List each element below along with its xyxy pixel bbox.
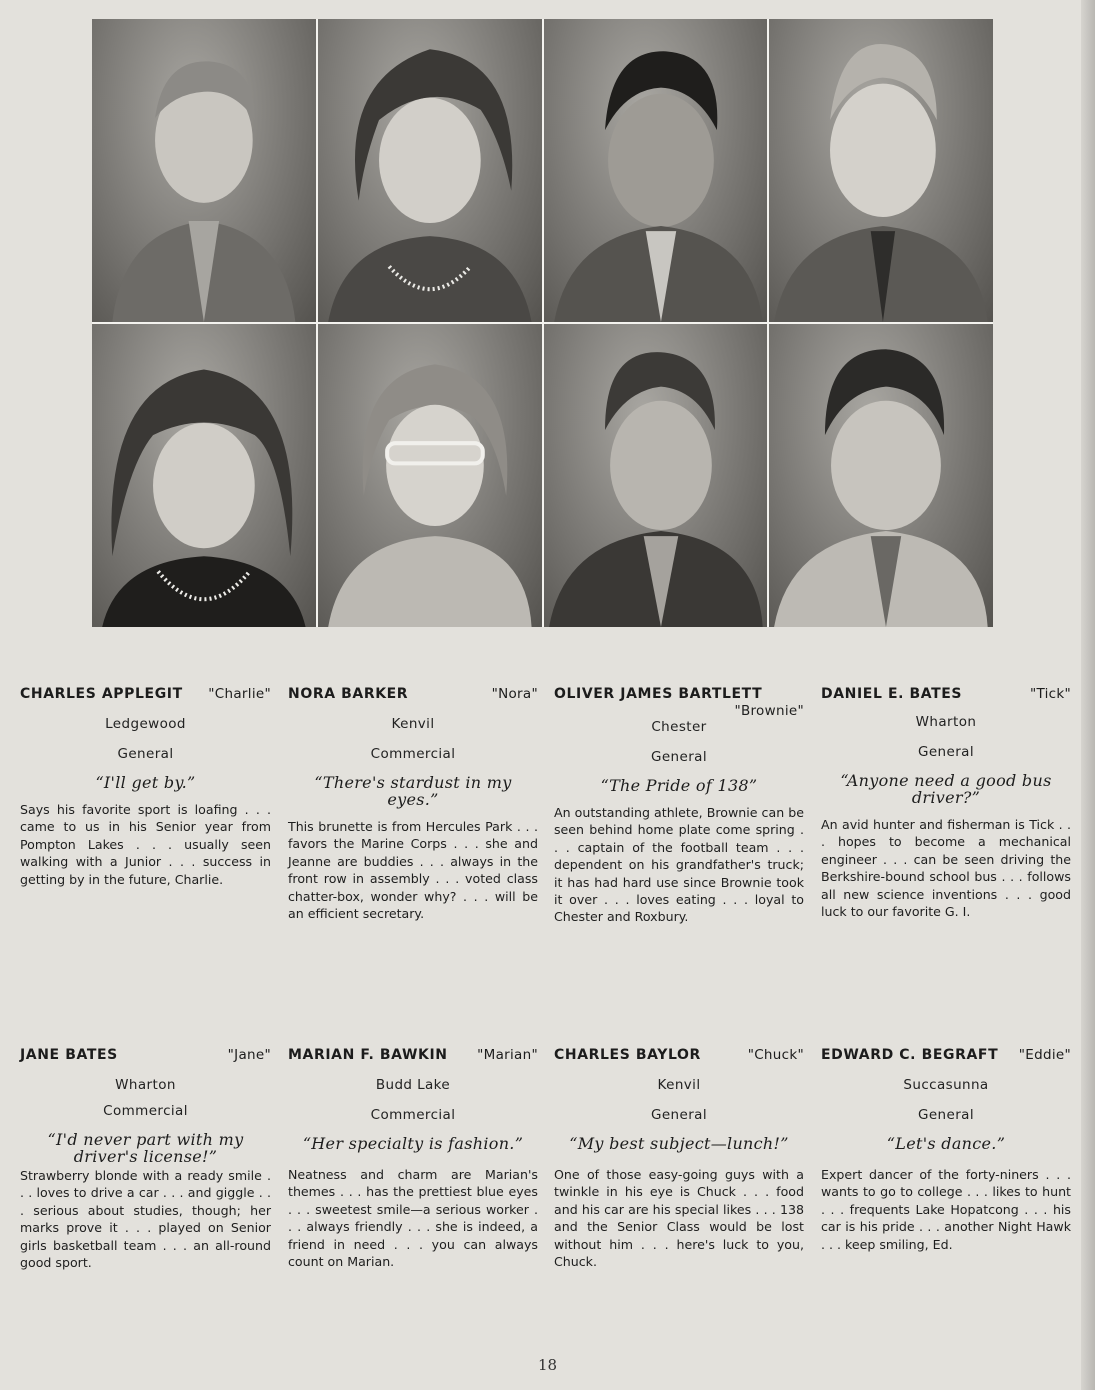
person-photo-icon <box>92 19 316 322</box>
senior-bio: One of those easy-going guys with a twinkle in his eye is Chuck . . . food and his car are his special likes . . . 138 and the Senior Class would be lost without him . . . here's luck to you, Chuck. <box>554 1167 804 1270</box>
senior-entry <box>554 1047 804 1270</box>
senior-nickname: "Chuck" <box>747 1047 804 1063</box>
senior-course: General <box>917 1107 974 1123</box>
senior-nickname: "Brownie" <box>734 703 804 719</box>
senior-bio: This brunette is from Hercules Park . . . favors the Marine Corps . . . she and Jeanne are buddies . . . always in the front row in assembly . . . voted class chatter-box, wonder why? . . . will be an efficient secretary. <box>288 819 538 922</box>
portrait-photo-3 <box>544 19 768 322</box>
person-photo-icon <box>769 324 993 627</box>
senior-hometown: Ledgewood <box>105 716 186 732</box>
senior-nickname: "Charlie" <box>208 686 271 702</box>
senior-bio: Strawberry blonde with a ready smile . . . loves to drive a car . . . and giggle . . . serious about studies, though; her marks prove it . . . played on Senior girls basketball team . . . an all-round good sport. <box>20 1168 271 1271</box>
senior-course: General <box>117 746 174 762</box>
page-number: 18 <box>537 1356 558 1374</box>
senior-name: MARIAN F. BAWKIN <box>288 1047 448 1063</box>
person-photo-icon <box>92 324 316 627</box>
senior-entry <box>288 1047 538 1270</box>
person-photo-icon <box>318 324 542 627</box>
senior-name: DANIEL E. BATES <box>821 686 963 702</box>
senior-course: Commercial <box>370 1107 456 1123</box>
senior-quote: “Let's dance.” <box>886 1134 1006 1153</box>
page-binding-edge <box>1081 0 1095 1390</box>
senior-course: General <box>650 749 707 765</box>
senior-entry <box>288 686 538 922</box>
senior-name: NORA BARKER <box>288 686 409 702</box>
senior-course: General <box>650 1107 707 1123</box>
person-photo-icon <box>318 19 542 322</box>
senior-course: General <box>917 744 974 760</box>
senior-quote: “Anyone need a good bus driver?” <box>840 771 1052 807</box>
senior-hometown: Wharton <box>915 714 977 730</box>
senior-quote: “I'll get by.” <box>95 773 196 792</box>
person-photo-icon <box>544 19 768 322</box>
senior-quote: “There's stardust in my eyes.” <box>314 773 512 809</box>
portrait-photo-4 <box>769 19 993 322</box>
senior-entry <box>20 1047 271 1271</box>
portrait-photo-5 <box>92 324 316 627</box>
senior-entry <box>20 686 271 888</box>
senior-nickname: "Eddie" <box>1018 1047 1071 1063</box>
senior-hometown: Budd Lake <box>375 1077 451 1093</box>
senior-hometown: Chester <box>651 719 707 735</box>
senior-nickname: "Marian" <box>477 1047 538 1063</box>
senior-hometown: Kenvil <box>657 1077 701 1093</box>
portrait-photo-2 <box>318 19 542 322</box>
senior-course: Commercial <box>370 746 456 762</box>
senior-name: EDWARD C. BEGRAFT <box>821 1047 999 1063</box>
portrait-grid <box>92 19 993 627</box>
senior-bio: Expert dancer of the forty-niners . . . wants to go to college . . . likes to hunt . . . frequents Lake Hopatcong . . . his car is his pride . . . another Night Hawk . . . keep smiling, Ed. <box>821 1167 1071 1252</box>
senior-hometown: Succasunna <box>903 1077 989 1093</box>
senior-nickname: "Nora" <box>491 686 538 702</box>
portrait-photo-7 <box>544 324 768 627</box>
senior-nickname: "Jane" <box>227 1047 271 1063</box>
portrait-photo-8 <box>769 324 993 627</box>
senior-quote: “The Pride of 138” <box>600 776 758 795</box>
senior-bio: An outstanding athlete, Brownie can be seen behind home plate come spring . . . captain of the football team . . . dependent on his grandfather's truck; it has had hard use since Brownie took it over . . . loves eating . . . loyal to Chester and Roxbury. <box>554 805 804 925</box>
senior-entry <box>554 686 804 926</box>
person-photo-icon <box>769 19 993 322</box>
senior-hometown: Wharton <box>115 1077 176 1093</box>
senior-course: Commercial <box>103 1103 188 1119</box>
senior-name: JANE BATES <box>20 1047 118 1063</box>
senior-quote: “Her specialty is fashion.” <box>302 1134 524 1153</box>
senior-entry <box>821 1047 1071 1253</box>
senior-name: OLIVER JAMES BARTLETT <box>554 686 763 702</box>
senior-hometown: Kenvil <box>391 716 435 732</box>
senior-bio: Neatness and charm are Marian's themes . . . has the prettiest blue eyes . . . sweetest smile—a serious worker . . . always friendly . . . she is indeed, a friend in need . . . you can always count on Marian. <box>288 1167 538 1270</box>
senior-quote: “I'd never part with my driver's license!” <box>47 1130 244 1166</box>
person-photo-icon <box>544 324 768 627</box>
senior-nickname: "Tick" <box>1029 686 1071 702</box>
senior-bio: An avid hunter and fisherman is Tick . . . hopes to become a mechanical engineer . . . can be seen driving the Berkshire-bound school bus . . . follows all new science inventions . . . good luck to our favorite G. I. <box>821 817 1071 920</box>
senior-entry <box>821 686 1071 920</box>
senior-name: CHARLES APPLEGIT <box>20 686 183 702</box>
portrait-photo-6 <box>318 324 542 627</box>
portrait-photo-1 <box>92 19 316 322</box>
senior-bio: Says his favorite sport is loafing . . . came to us in his Senior year from Pompton Lakes . . . usually seen walking with a Junior . . . success in getting by in the future, Charlie. <box>20 802 271 887</box>
senior-name: CHARLES BAYLOR <box>554 1047 701 1063</box>
senior-quote: “My best subject—lunch!” <box>569 1134 789 1153</box>
